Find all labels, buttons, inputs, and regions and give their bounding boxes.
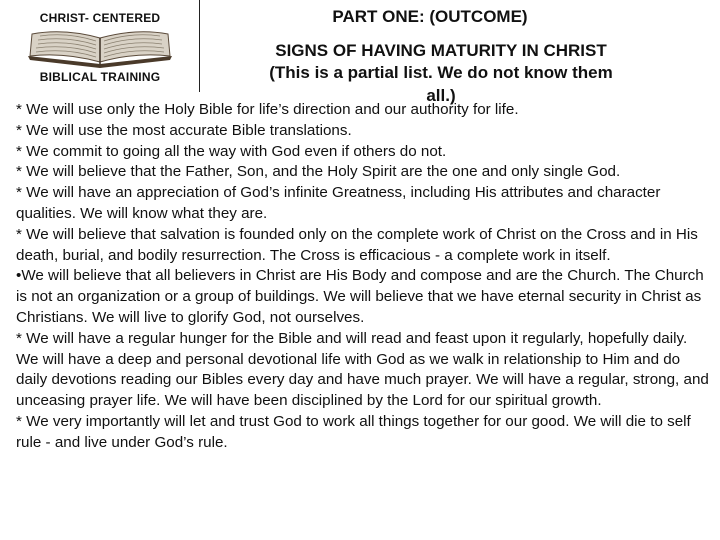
maturity-list: [16, 100, 712, 454]
list-item: * We will have an appreciation of God’s infinite Greatness, including His attributes and character qualities. We will know what they are.: [16, 184, 661, 222]
heading-line-3: all.): [426, 86, 456, 105]
heading-line-1: SIGNS OF HAVING MATURITY IN CHRIST: [275, 41, 607, 60]
open-bible-icon: [24, 26, 176, 68]
part-title: PART ONE: (OUTCOME): [332, 7, 528, 26]
list-item: * We will believe that salvation is founded only on the complete work of Christ on the Cross and in His death, burial, and bodily resurrection. The Cross is efficacious - a complete work in itself.: [16, 225, 698, 264]
list-item: * We commit to going all the way with God even if others do not.: [16, 142, 447, 160]
section-heading: [226, 40, 656, 84]
list-item: •We will believe that all believers in Christ are His Body and compose and are the Church. The Church is not an organization or a group of buildings. We will believe that we have eternal security in Christ as Christians. We will live to glorify God, not ourselves.: [16, 267, 704, 326]
logo-top-text: CHRIST- CENTERED: [39, 11, 161, 25]
list-item: * We will believe that the Father, Son, and the Holy Spirit are the one and only single God.: [16, 163, 621, 181]
heading-line-2: (This is a partial list. We do not know them: [269, 63, 613, 82]
list-item: * We very importantly will let and trust God to work all things together for our good. We will die to self rule - and live under God’s rule.: [16, 412, 691, 451]
list-item: * We will have a regular hunger for the Bible and will read and feast upon it regularly, hopefully daily. We will have a deep and personal devotional life with God as we walk in relationship to Him and do daily devotions reading our Bibles every day and have much prayer. We will have a regular, strong, and unceasing prayer life. We will have been disciplined by the Lord for our spiritual growth.: [16, 329, 709, 410]
logo-bottom-text: BIBLICAL TRAINING: [39, 70, 161, 84]
list-item: * We will use the most accurate Bible translations.: [16, 121, 352, 139]
list-item: * We will use only the Holy Bible for life’s direction and our authority for life.: [16, 101, 519, 118]
logo: [0, 0, 200, 92]
